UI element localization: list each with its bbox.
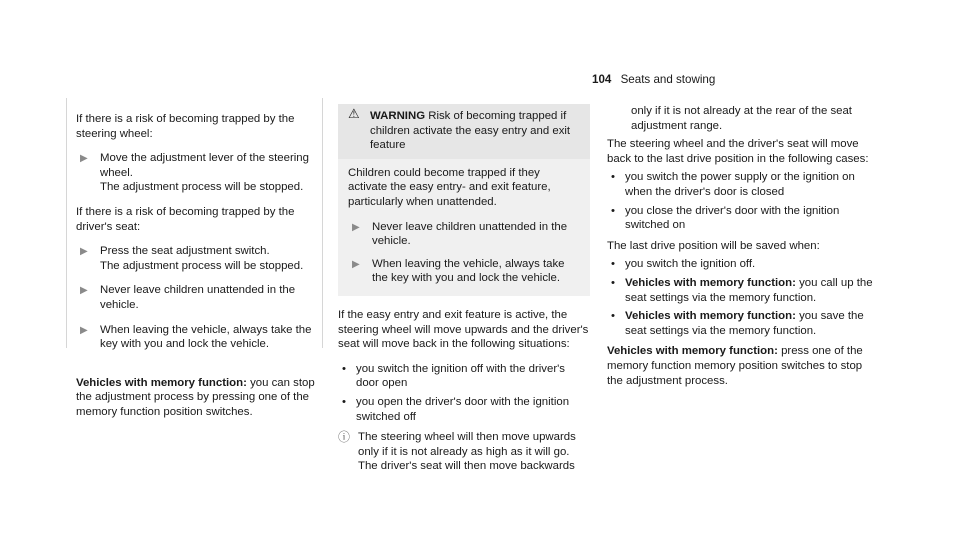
page-header [592, 73, 715, 88]
bullet-dot-icon: • [611, 171, 615, 184]
list-item-text: you close the driver's door with the ignition switched on [625, 204, 840, 232]
page-number: 104 [592, 73, 612, 86]
step-result: The adjustment process will be stopped. [100, 259, 304, 272]
bullet-dot-icon: • [342, 362, 346, 375]
warning-step [348, 257, 580, 286]
list-item-label: Vehicles with memory function: [625, 310, 796, 323]
info-note-icon: ⓘ [338, 430, 351, 445]
arrow-right-icon: ▶ [80, 285, 88, 297]
bullet-dot-icon: • [611, 310, 615, 323]
warning-label: WARNING [370, 110, 426, 122]
warning-header [338, 104, 590, 159]
memory-text: press one of the memory function memory position switches to stop the adjustment process. [607, 345, 863, 387]
memory-label: Vehicles with memory function: [607, 345, 778, 358]
memory-label: Vehicles with memory function: [76, 376, 247, 389]
warning-box [338, 104, 590, 296]
column-3 [607, 104, 875, 398]
warning-step [348, 220, 580, 249]
step-text: Press the seat adjustment switch. [100, 245, 270, 258]
column-1 [76, 112, 316, 430]
trap-seat-intro: If there is a risk of becoming trapped by the driver's seat: [76, 205, 295, 233]
list-item-text: you switch the ignition off with the driver's door open [356, 362, 565, 390]
warning-title: Risk of becoming trapped if children activate the easy entry and exit feature [370, 110, 571, 152]
memory-function-paragraph [76, 376, 316, 420]
list-item-text: you switch the power supply or the ignition on when the driver's door is closed [625, 171, 855, 198]
arrow-right-icon: ▶ [80, 153, 88, 165]
step-text: When leaving the vehicle, always take the key with you and lock the vehicle. [100, 323, 312, 351]
list-item [607, 309, 875, 338]
section-title: Seats and stowing [620, 73, 716, 86]
list-item [607, 204, 875, 233]
warning-text: Children could become trapped if they activate the easy entry- and exit feature, particularly when unattended. [348, 166, 551, 208]
note-text: The steering wheel will then move upwards only if it is not already as high as it will go. The driver's seat will then move backwards [358, 431, 576, 473]
list-item-text: you save the seat settings via the memory function. [625, 310, 864, 337]
last-drive-intro: The steering wheel and the driver's seat will move back to the last drive position in the following cases: [607, 138, 869, 165]
instruction-step [76, 283, 316, 312]
bullet-dot-icon: • [611, 258, 615, 271]
instruction-step [76, 244, 316, 273]
note-continuation: only if it is not already at the rear of the seat adjustment range. [631, 105, 852, 132]
column-divider-right [322, 98, 323, 348]
list-item-text: you open the driver's door with the ignition switched off [356, 395, 570, 423]
list-item [338, 395, 590, 424]
list-item [607, 170, 875, 199]
list-item-text: you call up the seat settings via the memory function. [625, 276, 873, 304]
list-item [607, 276, 875, 305]
warning-triangle-icon: ⚠ [348, 106, 360, 121]
step-text: Never leave children unattended in the vehicle. [372, 220, 568, 248]
instruction-step [76, 151, 316, 195]
bullet-dot-icon: • [611, 204, 615, 217]
step-result: The adjustment process will be stopped. [100, 181, 304, 194]
memory-text: you can stop the adjustment process by pressing one of the memory function position switches. [76, 376, 315, 418]
instruction-step [76, 323, 316, 352]
trap-steering-intro: If there is a risk of becoming trapped by the steering wheel: [76, 113, 295, 140]
memory-function-paragraph [607, 344, 875, 388]
arrow-right-icon: ▶ [80, 246, 88, 258]
arrow-right-icon: ▶ [80, 324, 88, 336]
list-item-label: Vehicles with memory function: [625, 276, 796, 289]
bullet-dot-icon: • [342, 395, 346, 408]
step-text: Never leave children unattended in the vehicle. [100, 284, 296, 311]
bullet-dot-icon: • [611, 276, 615, 289]
save-position-intro: The last drive position will be saved when: [607, 239, 820, 252]
step-text: Move the adjustment lever of the steering wheel. [100, 152, 309, 179]
list-item [607, 257, 875, 272]
note [338, 430, 590, 474]
arrow-right-icon: ▶ [352, 258, 360, 270]
list-item-text: you switch the ignition off. [625, 258, 756, 271]
step-text: When leaving the vehicle, always take the key with you and lock the vehicle. [372, 257, 565, 285]
column-divider-left [66, 98, 67, 348]
column-2 [338, 104, 590, 474]
arrow-right-icon: ▶ [352, 221, 360, 233]
list-item [338, 362, 590, 391]
warning-body [338, 159, 590, 296]
easy-entry-intro: If the easy entry and exit feature is active, the steering wheel will move upwards and the driver's seat will move back in the following situations: [338, 308, 589, 351]
